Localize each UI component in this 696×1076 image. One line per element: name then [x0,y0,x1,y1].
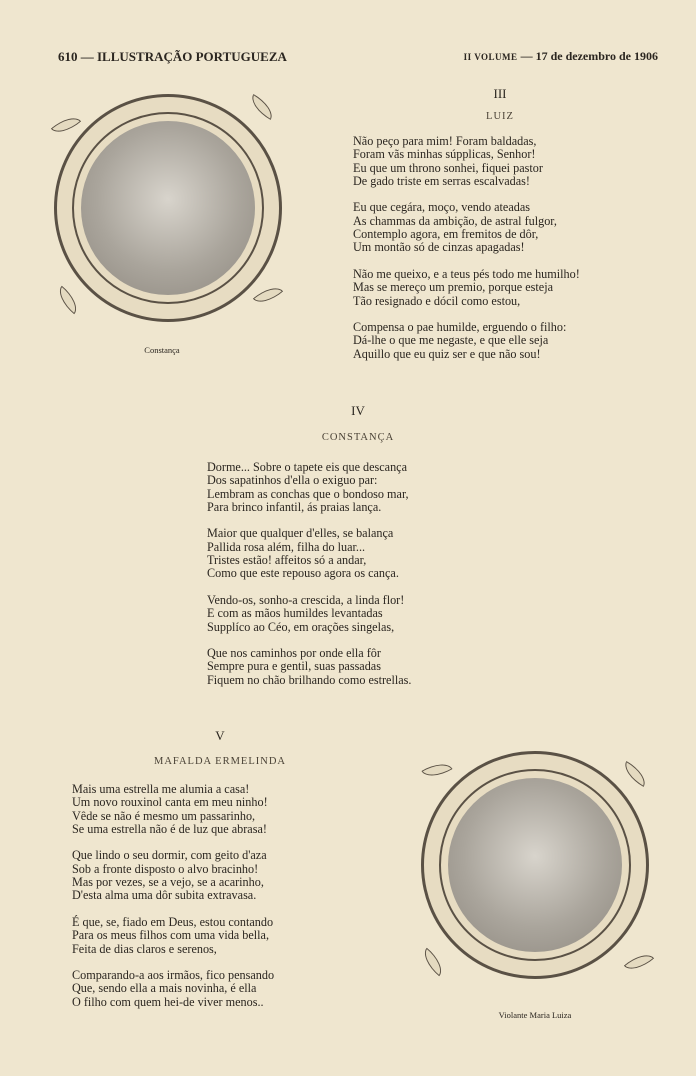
verse-line: Dorme... Sobre o tapete eis que descança [207,460,407,474]
laurel-leaf-icon [421,757,452,783]
verse-line: Para brinco infantil, ás praias lança. [207,499,382,514]
stanza [72,783,274,836]
portrait-medallion-violante [415,745,655,985]
verse-line: Compensa o pae humilde, erguendo o filho: [353,320,567,335]
section-number: V [215,728,225,743]
verse-line: Se uma estrella não é de luz que abrasa! [72,821,267,836]
verse-line: Dá-lhe o que me negaste, e que elle seja [353,333,549,348]
verse-line: Dos sapatinhos d'ella o exiguo par: [207,473,378,488]
verse-line: Tão resignado e dócil como estou, [353,293,521,308]
poem-title: MAFALDA ERMELINDA [153,756,286,767]
portrait-photo [81,121,255,295]
verse-line: É que, se, fiado em Deus, estou contando [72,914,274,929]
stanza [72,969,274,1009]
stanza [207,594,411,634]
verse-line: De gado triste em serras escalvadas! [353,173,530,188]
laurel-leaf-icon [53,286,83,315]
stanza [207,527,411,580]
verse-line: E com as mãos humildes levantadas [207,606,383,621]
verse-line: Eu que cegára, moço, vendo ateadas [353,200,530,215]
volume-label: II VOLUME [463,52,518,62]
verse-line: Mas por vezes, se a vejo, se a acarinho, [72,875,264,890]
poem-title: CONSTANÇA [321,432,395,443]
verse-line: Mais uma estrella me alumia a casa! [72,782,250,796]
laurel-leaf-icon [418,948,448,977]
verse-line: Aquillo que eu quiz ser e que não sou! [353,346,541,361]
verse-line: Tristes estão! affeitos só a andar, [207,553,367,568]
verse-line: Eu que um throno sonhei, fiquei pastor [353,160,543,175]
page-header-title: 610 — ILLUSTRAÇÃO PORTUGUEZA [58,49,287,64]
poem-text [353,135,580,374]
date-label: — 17 de dezembro de 1906 [520,49,658,63]
verse-line: Mas se mereço um premio, porque esteja [353,280,554,295]
verse-line: Feita de dias claros e serenos, [72,941,217,956]
poem-text [207,461,411,700]
verse-line: Fiquem no chão brilhando como estrellas. [207,672,412,687]
stanza [207,461,411,514]
verse-line: Um montão só de cinzas apagadas! [353,240,525,255]
verse-line: Que nos caminhos por onde ella fôr [207,646,381,661]
portrait-caption: Constança [144,345,180,355]
laurel-leaf-icon [246,94,277,120]
page-header-date [464,49,658,64]
verse-line: D'esta alma uma dôr subita extravasa. [72,888,257,903]
verse-line: Lembram as conchas que o bondoso mar, [207,486,409,501]
verse-line: Não peço para mim! Foram baldadas, [353,134,537,148]
verse-line: O filho com quem hei-de viver menos.. [72,994,264,1009]
verse-line: Maior que qualquer d'elles, se balança [207,526,394,541]
verse-line: Comparando-a aos irmãos, fico pensando [72,968,275,983]
laurel-leaf-icon [253,281,283,310]
verse-line: Para os meus filhos com uma vida bella, [72,928,269,943]
laurel-leaf-icon [51,111,81,140]
poem-title: LUIZ [486,111,514,122]
verse-line: Que lindo o seu dormir, com geito d'aza [72,848,267,863]
verse-line: As chammas da ambição, de astral fulgor, [353,213,557,228]
portrait-caption: Violante Maria Luiza [498,1010,572,1020]
verse-line: Como que este repouso agora os cança. [207,566,399,581]
stanza [353,321,580,361]
laurel-leaf-icon [624,948,654,977]
verse-line: Que, sendo ella a mais novinha, é ella [72,981,257,996]
verse-line: Vendo-os, sonho-a crescida, a linda flor! [207,592,405,607]
verse-line: Contemplo agora, em fremitos de dôr, [353,227,539,242]
portrait-photo [448,778,622,952]
verse-line: Sempre pura e gentil, suas passadas [207,659,381,674]
verse-line: Sob a fronte disposto o alvo bracinho! [72,861,259,876]
stanza [353,201,580,254]
verse-line: Não me queixo, e a teus pés todo me humilho! [353,266,580,281]
stanza [207,647,411,687]
verse-line: Vêde se não é mesmo um passarinho, [72,808,256,823]
verse-line: Pallida rosa além, filha do luar... [207,539,366,554]
section-number: III [493,86,507,101]
portrait-medallion-constanca [48,88,288,328]
stanza [353,135,580,188]
stanza [353,268,580,308]
poem-text [72,783,274,1022]
stanza [72,849,274,902]
section-number: IV [351,403,365,418]
verse-line: Foram vãs minhas súpplicas, Senhor! [353,147,536,162]
laurel-leaf-icon [619,761,650,787]
stanza [72,916,274,956]
verse-line: Um novo rouxinol canta em meu ninho! [72,795,268,810]
verse-line: Supplíco ao Céo, em orações singelas, [207,619,395,634]
